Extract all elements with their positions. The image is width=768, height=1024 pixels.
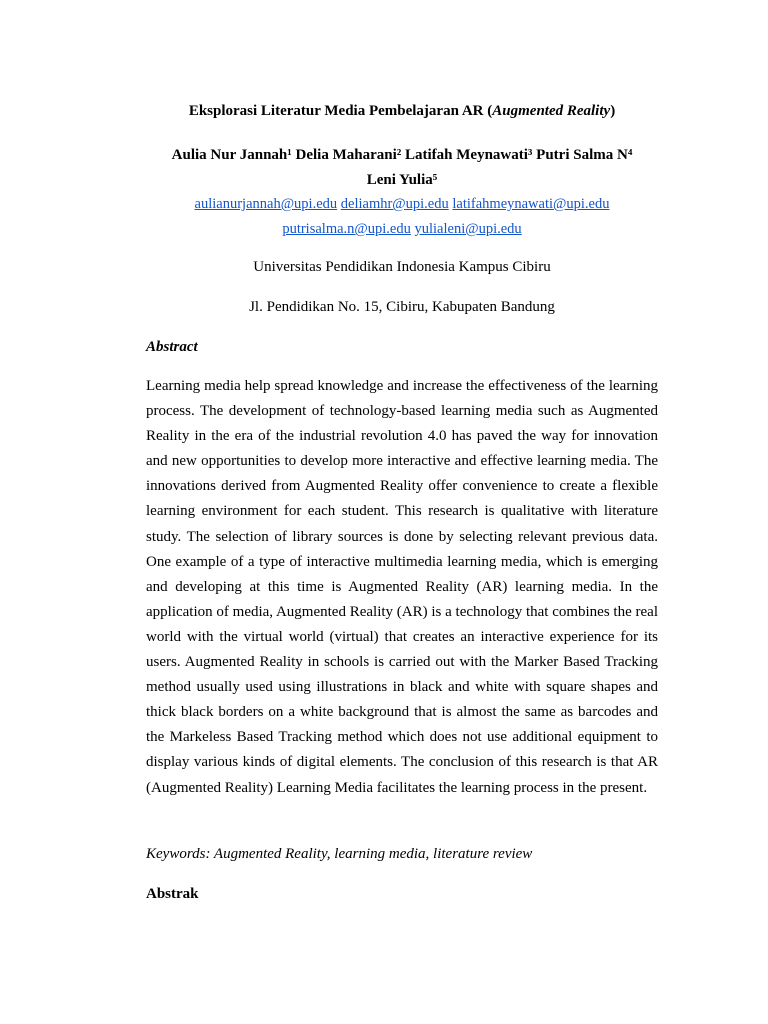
- email-link-aulia[interactable]: aulianurjannah@upi.edu: [194, 196, 338, 212]
- emails-line-1: [146, 192, 658, 217]
- keywords: Keywords: Augmented Reality, learning media, literature review: [146, 846, 533, 862]
- author-list: [146, 143, 658, 193]
- authors-line-1: Aulia Nur Jannah¹ Delia Maharani² Latifah Meynawati³ Putri Salma N⁴: [171, 147, 633, 163]
- email-link-putri[interactable]: putrisalma.n@upi.edu: [282, 221, 411, 237]
- email-list: [146, 192, 658, 242]
- email-link-leni[interactable]: yulialeni@upi.edu: [414, 221, 522, 237]
- email-link-delia[interactable]: deliamhr@upi.edu: [340, 196, 449, 212]
- affiliation: Universitas Pendidikan Indonesia Kampus Cibiru: [253, 259, 551, 275]
- address: Jl. Pendidikan No. 15, Cibiru, Kabupaten Bandung: [249, 299, 555, 315]
- email-link-latifah[interactable]: latifahmeynawati@upi.edu: [452, 196, 610, 212]
- title-italic: Augmented Reality: [492, 103, 611, 119]
- abstract-heading: Abstract: [146, 339, 198, 355]
- paper-title: [146, 101, 658, 121]
- authors-line-2: Leni Yulia⁵: [366, 172, 438, 188]
- abstract-text: Learning media help spread knowledge and increase the effectiveness of the learning process. The development of technology-based learning media such as Augmented Reality in the era of the industrial revolution 4.0 has paved the way for innovation and new opportunities to develop more interactive and effective learning media. The innovations derived from Augmented Reality offer convenience to create a flexible learning environment for each student. This research is qualitative with literature study. The selection of library sources is done by selecting relevant previous data. One example of a type of interactive multimedia learning media, which is emerging and developing at this time is Augmented Reality (AR) learning media. In the application of media, Augmented Reality (AR) is a technology that combines the real world with the virtual world (virtual) that creates an interactive experience for its users. Augmented Reality in schools is carried out with the Marker Based Tracking method usually used using illustrations in black and white with square shapes and thick black borders on a white background that is almost the same as barcodes and the Markeless Based Tracking method which does not use additional equipment to display various kinds of digital elements. The conclusion of this research is that AR (Augmented Reality) Learning Media facilitates the learning process in the present.: [146, 378, 658, 796]
- title-main: Eksplorasi Literatur Media Pembelajaran AR (: [188, 103, 493, 119]
- abstrak-heading: Abstrak: [146, 886, 199, 902]
- emails-line-2: [146, 217, 658, 242]
- title-end: ): [610, 103, 616, 119]
